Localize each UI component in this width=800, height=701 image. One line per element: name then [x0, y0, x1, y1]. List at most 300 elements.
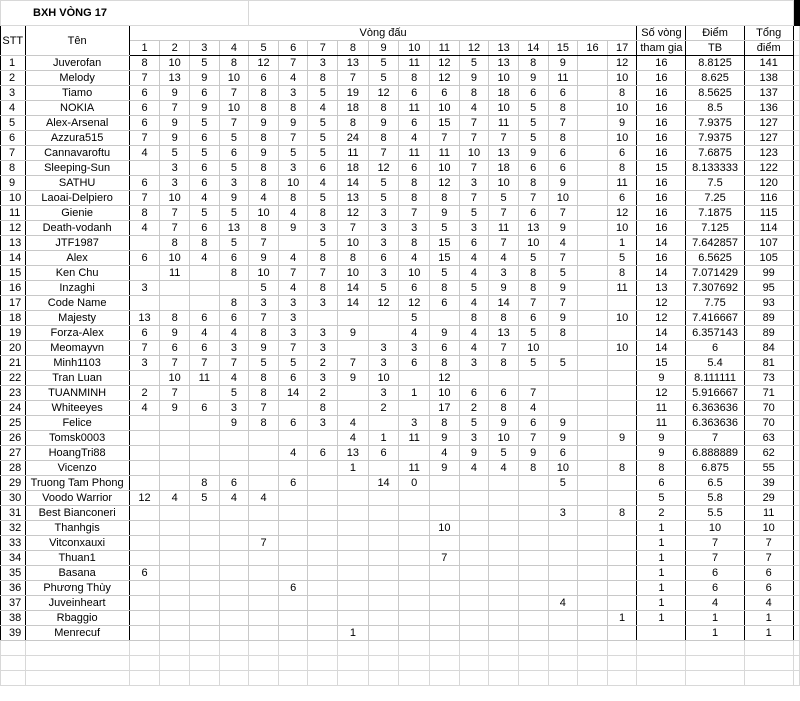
- cell-round-11[interactable]: 4: [430, 446, 460, 461]
- cell-played[interactable]: 16: [637, 251, 686, 266]
- cell-round-3[interactable]: 6: [189, 401, 219, 416]
- cell-round-9[interactable]: [368, 551, 399, 566]
- cell-stt[interactable]: 19: [1, 326, 26, 341]
- cell-round-17[interactable]: [607, 356, 637, 371]
- cell-round-1[interactable]: [129, 626, 160, 641]
- cell-round-17[interactable]: [607, 596, 637, 611]
- cell-round-13[interactable]: 11: [489, 116, 519, 131]
- cell-round-1[interactable]: 6: [129, 566, 160, 581]
- cell-round-4[interactable]: [219, 431, 249, 446]
- cell-played[interactable]: 16: [637, 191, 686, 206]
- empty-cell[interactable]: [518, 671, 548, 686]
- cell-name[interactable]: TUANMINH: [25, 386, 129, 401]
- cell-round-3[interactable]: 5: [189, 56, 219, 71]
- cell-played[interactable]: 16: [637, 116, 686, 131]
- cell-round-12[interactable]: 4: [459, 296, 489, 311]
- cell-round-12[interactable]: 9: [459, 446, 489, 461]
- cell-round-11[interactable]: 12: [430, 371, 460, 386]
- cell-round-9[interactable]: 3: [368, 221, 399, 236]
- cell-round-13[interactable]: [489, 506, 519, 521]
- cell-total[interactable]: 89: [744, 311, 793, 326]
- cell-round-10[interactable]: [399, 581, 430, 596]
- cell-round-6[interactable]: 3: [278, 311, 308, 326]
- cell-total[interactable]: 99: [744, 266, 793, 281]
- cell-round-12[interactable]: [459, 476, 489, 491]
- cell-avg[interactable]: 6: [686, 581, 744, 596]
- cell-round-3[interactable]: [189, 611, 219, 626]
- cell-round-8[interactable]: [338, 476, 369, 491]
- cell-round-7[interactable]: 5: [308, 86, 338, 101]
- empty-cell[interactable]: [637, 641, 686, 656]
- cell-round-1[interactable]: [129, 266, 160, 281]
- cell-round-5[interactable]: 9: [249, 116, 279, 131]
- cell-round-13[interactable]: 9: [489, 281, 519, 296]
- cell-total[interactable]: 10: [744, 521, 793, 536]
- cell-round-7[interactable]: 4: [308, 101, 338, 116]
- cell-round-14[interactable]: [518, 581, 548, 596]
- cell-played[interactable]: 1: [637, 581, 686, 596]
- cell-round-13[interactable]: [489, 596, 519, 611]
- cell-round-16[interactable]: [578, 251, 608, 266]
- cell-round-16[interactable]: [578, 86, 608, 101]
- cell-round-17[interactable]: 10: [607, 101, 637, 116]
- cell-round-4[interactable]: 10: [219, 71, 249, 86]
- cell-round-9[interactable]: 5: [368, 71, 399, 86]
- empty-cell[interactable]: [430, 641, 460, 656]
- cell-stt[interactable]: 11: [1, 206, 26, 221]
- cell-stt[interactable]: 17: [1, 296, 26, 311]
- cell-round-8[interactable]: 12: [338, 206, 369, 221]
- cell-round-9[interactable]: 12: [368, 86, 399, 101]
- empty-cell[interactable]: [1, 671, 26, 686]
- cell-round-14[interactable]: 5: [518, 131, 548, 146]
- cell-round-11[interactable]: [430, 491, 460, 506]
- cell-stt[interactable]: 8: [1, 161, 26, 176]
- cell-round-5[interactable]: 8: [249, 416, 279, 431]
- cell-round-9[interactable]: 3: [368, 341, 399, 356]
- cell-round-11[interactable]: [430, 566, 460, 581]
- empty-cell[interactable]: [338, 641, 369, 656]
- cell-round-17[interactable]: 10: [607, 341, 637, 356]
- cell-round-12[interactable]: 8: [459, 311, 489, 326]
- cell-round-6[interactable]: 4: [278, 281, 308, 296]
- cell-round-7[interactable]: 5: [308, 116, 338, 131]
- cell-round-9[interactable]: 3: [368, 386, 399, 401]
- empty-cell[interactable]: [219, 656, 249, 671]
- cell-round-6[interactable]: 9: [278, 221, 308, 236]
- cell-round-6[interactable]: 6: [278, 416, 308, 431]
- cell-round-4[interactable]: [219, 566, 249, 581]
- cell-round-15[interactable]: 5: [548, 266, 578, 281]
- cell-played[interactable]: 13: [637, 281, 686, 296]
- cell-round-17[interactable]: 8: [607, 86, 637, 101]
- cell-round-9[interactable]: [368, 596, 399, 611]
- cell-name[interactable]: Vitconxauxi: [25, 536, 129, 551]
- cell-round-17[interactable]: 6: [607, 146, 637, 161]
- cell-round-17[interactable]: [607, 566, 637, 581]
- cell-round-2[interactable]: 7: [160, 206, 190, 221]
- cell-round-10[interactable]: 3: [399, 221, 430, 236]
- cell-played[interactable]: 16: [637, 86, 686, 101]
- cell-round-4[interactable]: 8: [219, 296, 249, 311]
- cell-round-1[interactable]: [129, 416, 160, 431]
- empty-cell[interactable]: [1, 641, 26, 656]
- cell-round-15[interactable]: 7: [548, 206, 578, 221]
- cell-round-10[interactable]: [399, 446, 430, 461]
- empty-cell[interactable]: [578, 641, 608, 656]
- cell-round-4[interactable]: 3: [219, 341, 249, 356]
- cell-round-6[interactable]: [278, 626, 308, 641]
- cell-round-16[interactable]: [578, 551, 608, 566]
- empty-cell[interactable]: [160, 671, 190, 686]
- cell-round-5[interactable]: [249, 506, 279, 521]
- cell-avg[interactable]: 7.307692: [686, 281, 744, 296]
- cell-round-14[interactable]: 10: [518, 236, 548, 251]
- cell-round-4[interactable]: 5: [219, 236, 249, 251]
- cell-round-1[interactable]: 4: [129, 146, 160, 161]
- cell-played[interactable]: 6: [637, 476, 686, 491]
- cell-round-16[interactable]: [578, 581, 608, 596]
- cell-round-7[interactable]: 3: [308, 416, 338, 431]
- cell-round-8[interactable]: 7: [338, 356, 369, 371]
- cell-round-16[interactable]: [578, 191, 608, 206]
- cell-round-2[interactable]: 9: [160, 131, 190, 146]
- cell-round-3[interactable]: 6: [189, 176, 219, 191]
- cell-round-5[interactable]: 3: [249, 296, 279, 311]
- cell-stt[interactable]: 12: [1, 221, 26, 236]
- cell-round-2[interactable]: 10: [160, 371, 190, 386]
- cell-played[interactable]: 2: [637, 506, 686, 521]
- cell-name[interactable]: Juveinheart: [25, 596, 129, 611]
- cell-avg[interactable]: 1: [686, 626, 744, 641]
- cell-played[interactable]: 11: [637, 416, 686, 431]
- cell-round-7[interactable]: [308, 476, 338, 491]
- cell-round-17[interactable]: 8: [607, 266, 637, 281]
- cell-round-9[interactable]: 6: [368, 446, 399, 461]
- cell-round-10[interactable]: 11: [399, 461, 430, 476]
- cell-round-13[interactable]: 6: [489, 386, 519, 401]
- cell-name[interactable]: Majesty: [25, 311, 129, 326]
- cell-name[interactable]: Code Name: [25, 296, 129, 311]
- cell-name[interactable]: Voodo Warrior: [25, 491, 129, 506]
- cell-round-4[interactable]: 8: [219, 266, 249, 281]
- cell-round-1[interactable]: 7: [129, 191, 160, 206]
- empty-cell[interactable]: [637, 671, 686, 686]
- cell-round-8[interactable]: 9: [338, 371, 369, 386]
- cell-round-5[interactable]: [249, 461, 279, 476]
- cell-round-5[interactable]: 8: [249, 326, 279, 341]
- cell-round-16[interactable]: [578, 146, 608, 161]
- cell-round-12[interactable]: 3: [459, 176, 489, 191]
- cell-round-13[interactable]: 13: [489, 146, 519, 161]
- cell-round-4[interactable]: 4: [219, 326, 249, 341]
- cell-round-4[interactable]: [219, 611, 249, 626]
- cell-round-15[interactable]: 7: [548, 251, 578, 266]
- cell-total[interactable]: 120: [744, 176, 793, 191]
- cell-round-8[interactable]: [338, 596, 369, 611]
- cell-round-4[interactable]: 8: [219, 56, 249, 71]
- cell-round-8[interactable]: [338, 581, 369, 596]
- cell-round-7[interactable]: [308, 596, 338, 611]
- empty-cell[interactable]: [744, 671, 793, 686]
- cell-round-12[interactable]: 4: [459, 266, 489, 281]
- empty-cell[interactable]: [430, 656, 460, 671]
- cell-round-11[interactable]: 12: [430, 71, 460, 86]
- cell-round-9[interactable]: [368, 581, 399, 596]
- cell-round-7[interactable]: 3: [308, 326, 338, 341]
- cell-round-1[interactable]: 8: [129, 56, 160, 71]
- cell-round-4[interactable]: [219, 596, 249, 611]
- cell-round-17[interactable]: 11: [607, 176, 637, 191]
- cell-round-9[interactable]: 5: [368, 56, 399, 71]
- cell-round-14[interactable]: [518, 626, 548, 641]
- empty-cell[interactable]: [368, 656, 399, 671]
- cell-round-1[interactable]: [129, 551, 160, 566]
- cell-round-3[interactable]: 6: [189, 86, 219, 101]
- cell-round-11[interactable]: 5: [430, 221, 460, 236]
- cell-name[interactable]: Whiteeyes: [25, 401, 129, 416]
- cell-round-9[interactable]: 3: [368, 356, 399, 371]
- cell-round-9[interactable]: [368, 566, 399, 581]
- cell-round-7[interactable]: [308, 566, 338, 581]
- cell-round-15[interactable]: 8: [548, 326, 578, 341]
- cell-round-5[interactable]: 4: [249, 491, 279, 506]
- cell-round-17[interactable]: 8: [607, 461, 637, 476]
- cell-round-13[interactable]: [489, 581, 519, 596]
- cell-round-2[interactable]: 9: [160, 86, 190, 101]
- cell-round-5[interactable]: 8: [249, 221, 279, 236]
- cell-round-2[interactable]: 7: [160, 221, 190, 236]
- cell-round-4[interactable]: 6: [219, 251, 249, 266]
- cell-played[interactable]: 15: [637, 161, 686, 176]
- cell-round-13[interactable]: 13: [489, 326, 519, 341]
- cell-name[interactable]: Phương Thùy: [25, 581, 129, 596]
- cell-round-14[interactable]: 5: [518, 101, 548, 116]
- cell-round-9[interactable]: [368, 626, 399, 641]
- cell-avg[interactable]: 6.5625: [686, 251, 744, 266]
- cell-round-15[interactable]: [548, 551, 578, 566]
- cell-round-16[interactable]: [578, 401, 608, 416]
- cell-round-3[interactable]: [189, 581, 219, 596]
- cell-round-11[interactable]: 7: [430, 131, 460, 146]
- cell-round-6[interactable]: 5: [278, 356, 308, 371]
- cell-round-11[interactable]: 12: [430, 56, 460, 71]
- cell-round-3[interactable]: 6: [189, 311, 219, 326]
- cell-round-11[interactable]: [430, 476, 460, 491]
- cell-round-10[interactable]: 3: [399, 341, 430, 356]
- cell-round-1[interactable]: 8: [129, 206, 160, 221]
- empty-cell[interactable]: [489, 641, 519, 656]
- cell-round-7[interactable]: 6: [308, 161, 338, 176]
- cell-round-6[interactable]: 4: [278, 446, 308, 461]
- cell-round-14[interactable]: 5: [518, 251, 548, 266]
- empty-cell[interactable]: [249, 656, 279, 671]
- cell-round-13[interactable]: 8: [489, 401, 519, 416]
- cell-round-12[interactable]: [459, 491, 489, 506]
- cell-total[interactable]: 89: [744, 326, 793, 341]
- empty-cell[interactable]: [637, 656, 686, 671]
- cell-name[interactable]: Felice: [25, 416, 129, 431]
- cell-round-5[interactable]: 12: [249, 56, 279, 71]
- cell-played[interactable]: 16: [637, 71, 686, 86]
- empty-cell[interactable]: [129, 641, 160, 656]
- cell-round-4[interactable]: [219, 461, 249, 476]
- cell-round-2[interactable]: 8: [160, 311, 190, 326]
- cell-round-2[interactable]: 3: [160, 176, 190, 191]
- cell-round-8[interactable]: 4: [338, 416, 369, 431]
- cell-round-12[interactable]: 4: [459, 326, 489, 341]
- cell-round-10[interactable]: [399, 401, 430, 416]
- cell-avg[interactable]: 7.071429: [686, 266, 744, 281]
- cell-round-15[interactable]: 6: [548, 446, 578, 461]
- cell-name[interactable]: Inzaghi: [25, 281, 129, 296]
- cell-played[interactable]: 5: [637, 491, 686, 506]
- empty-cell[interactable]: [278, 656, 308, 671]
- empty-cell[interactable]: [548, 641, 578, 656]
- cell-round-12[interactable]: 8: [459, 86, 489, 101]
- cell-round-5[interactable]: [249, 611, 279, 626]
- cell-round-4[interactable]: 5: [219, 206, 249, 221]
- cell-round-14[interactable]: 9: [518, 71, 548, 86]
- empty-cell[interactable]: [399, 656, 430, 671]
- cell-round-11[interactable]: [430, 536, 460, 551]
- cell-round-11[interactable]: 8: [430, 191, 460, 206]
- cell-round-15[interactable]: 11: [548, 71, 578, 86]
- cell-round-12[interactable]: 5: [459, 56, 489, 71]
- cell-stt[interactable]: 28: [1, 461, 26, 476]
- cell-round-2[interactable]: [160, 506, 190, 521]
- cell-avg[interactable]: 7: [686, 431, 744, 446]
- cell-played[interactable]: 16: [637, 101, 686, 116]
- cell-round-4[interactable]: [219, 581, 249, 596]
- cell-total[interactable]: 7: [744, 536, 793, 551]
- cell-total[interactable]: 138: [744, 71, 793, 86]
- cell-round-16[interactable]: [578, 476, 608, 491]
- cell-round-13[interactable]: 5: [489, 446, 519, 461]
- cell-round-2[interactable]: 10: [160, 251, 190, 266]
- cell-played[interactable]: 1: [637, 611, 686, 626]
- cell-round-1[interactable]: [129, 596, 160, 611]
- cell-round-16[interactable]: [578, 281, 608, 296]
- cell-round-6[interactable]: 3: [278, 326, 308, 341]
- cell-avg[interactable]: 7.9375: [686, 116, 744, 131]
- cell-round-16[interactable]: [578, 431, 608, 446]
- empty-cell[interactable]: [368, 671, 399, 686]
- cell-round-16[interactable]: [578, 326, 608, 341]
- cell-round-4[interactable]: [219, 626, 249, 641]
- empty-cell[interactable]: [518, 656, 548, 671]
- cell-round-15[interactable]: 7: [548, 296, 578, 311]
- cell-round-4[interactable]: [219, 281, 249, 296]
- cell-round-5[interactable]: 6: [249, 71, 279, 86]
- cell-round-7[interactable]: 4: [308, 176, 338, 191]
- cell-round-12[interactable]: 7: [459, 116, 489, 131]
- cell-round-15[interactable]: 4: [548, 596, 578, 611]
- cell-round-7[interactable]: [308, 431, 338, 446]
- cell-round-12[interactable]: 6: [459, 236, 489, 251]
- cell-round-13[interactable]: 9: [489, 416, 519, 431]
- empty-cell[interactable]: [459, 671, 489, 686]
- cell-round-11[interactable]: 12: [430, 176, 460, 191]
- cell-round-8[interactable]: 13: [338, 56, 369, 71]
- cell-avg[interactable]: 5.8: [686, 491, 744, 506]
- cell-round-10[interactable]: [399, 596, 430, 611]
- cell-round-15[interactable]: [548, 581, 578, 596]
- cell-round-1[interactable]: [129, 161, 160, 176]
- cell-round-13[interactable]: [489, 566, 519, 581]
- cell-round-17[interactable]: 12: [607, 206, 637, 221]
- cell-avg[interactable]: 4: [686, 596, 744, 611]
- cell-round-17[interactable]: [607, 476, 637, 491]
- cell-round-2[interactable]: 5: [160, 146, 190, 161]
- cell-round-6[interactable]: [278, 596, 308, 611]
- cell-round-1[interactable]: 7: [129, 131, 160, 146]
- cell-name[interactable]: Juverofan: [25, 56, 129, 71]
- cell-round-2[interactable]: [160, 476, 190, 491]
- cell-round-8[interactable]: 14: [338, 176, 369, 191]
- cell-round-2[interactable]: 7: [160, 356, 190, 371]
- cell-round-14[interactable]: 4: [518, 401, 548, 416]
- empty-cell[interactable]: [548, 671, 578, 686]
- cell-stt[interactable]: 10: [1, 191, 26, 206]
- cell-round-3[interactable]: [189, 626, 219, 641]
- cell-round-5[interactable]: 8: [249, 86, 279, 101]
- cell-round-3[interactable]: [189, 596, 219, 611]
- cell-round-7[interactable]: 8: [308, 71, 338, 86]
- cell-round-11[interactable]: 10: [430, 101, 460, 116]
- cell-round-5[interactable]: [249, 566, 279, 581]
- cell-round-15[interactable]: [548, 521, 578, 536]
- cell-round-8[interactable]: [338, 611, 369, 626]
- empty-cell[interactable]: [129, 671, 160, 686]
- cell-round-10[interactable]: 11: [399, 101, 430, 116]
- cell-played[interactable]: [637, 626, 686, 641]
- cell-round-15[interactable]: 9: [548, 431, 578, 446]
- cell-played[interactable]: 16: [637, 206, 686, 221]
- cell-round-12[interactable]: [459, 611, 489, 626]
- cell-round-7[interactable]: [308, 461, 338, 476]
- cell-played[interactable]: 14: [637, 326, 686, 341]
- cell-round-12[interactable]: 9: [459, 71, 489, 86]
- cell-round-2[interactable]: 9: [160, 116, 190, 131]
- cell-round-16[interactable]: [578, 611, 608, 626]
- cell-round-6[interactable]: [278, 551, 308, 566]
- cell-round-10[interactable]: [399, 506, 430, 521]
- cell-round-8[interactable]: 24: [338, 131, 369, 146]
- cell-round-11[interactable]: [430, 626, 460, 641]
- cell-round-9[interactable]: 12: [368, 296, 399, 311]
- empty-cell[interactable]: [489, 671, 519, 686]
- cell-round-5[interactable]: [249, 581, 279, 596]
- cell-total[interactable]: 1: [744, 626, 793, 641]
- cell-round-11[interactable]: [430, 611, 460, 626]
- cell-round-8[interactable]: 10: [338, 236, 369, 251]
- cell-round-16[interactable]: [578, 116, 608, 131]
- cell-round-2[interactable]: [160, 521, 190, 536]
- cell-stt[interactable]: 35: [1, 566, 26, 581]
- cell-round-9[interactable]: 14: [368, 476, 399, 491]
- cell-avg[interactable]: 8.133333: [686, 161, 744, 176]
- cell-round-16[interactable]: [578, 56, 608, 71]
- cell-round-7[interactable]: [308, 581, 338, 596]
- cell-round-9[interactable]: [368, 491, 399, 506]
- cell-round-5[interactable]: 8: [249, 131, 279, 146]
- cell-round-5[interactable]: 8: [249, 176, 279, 191]
- cell-round-13[interactable]: 7: [489, 341, 519, 356]
- cell-round-14[interactable]: 6: [518, 311, 548, 326]
- cell-round-7[interactable]: [308, 311, 338, 326]
- cell-total[interactable]: 6: [744, 581, 793, 596]
